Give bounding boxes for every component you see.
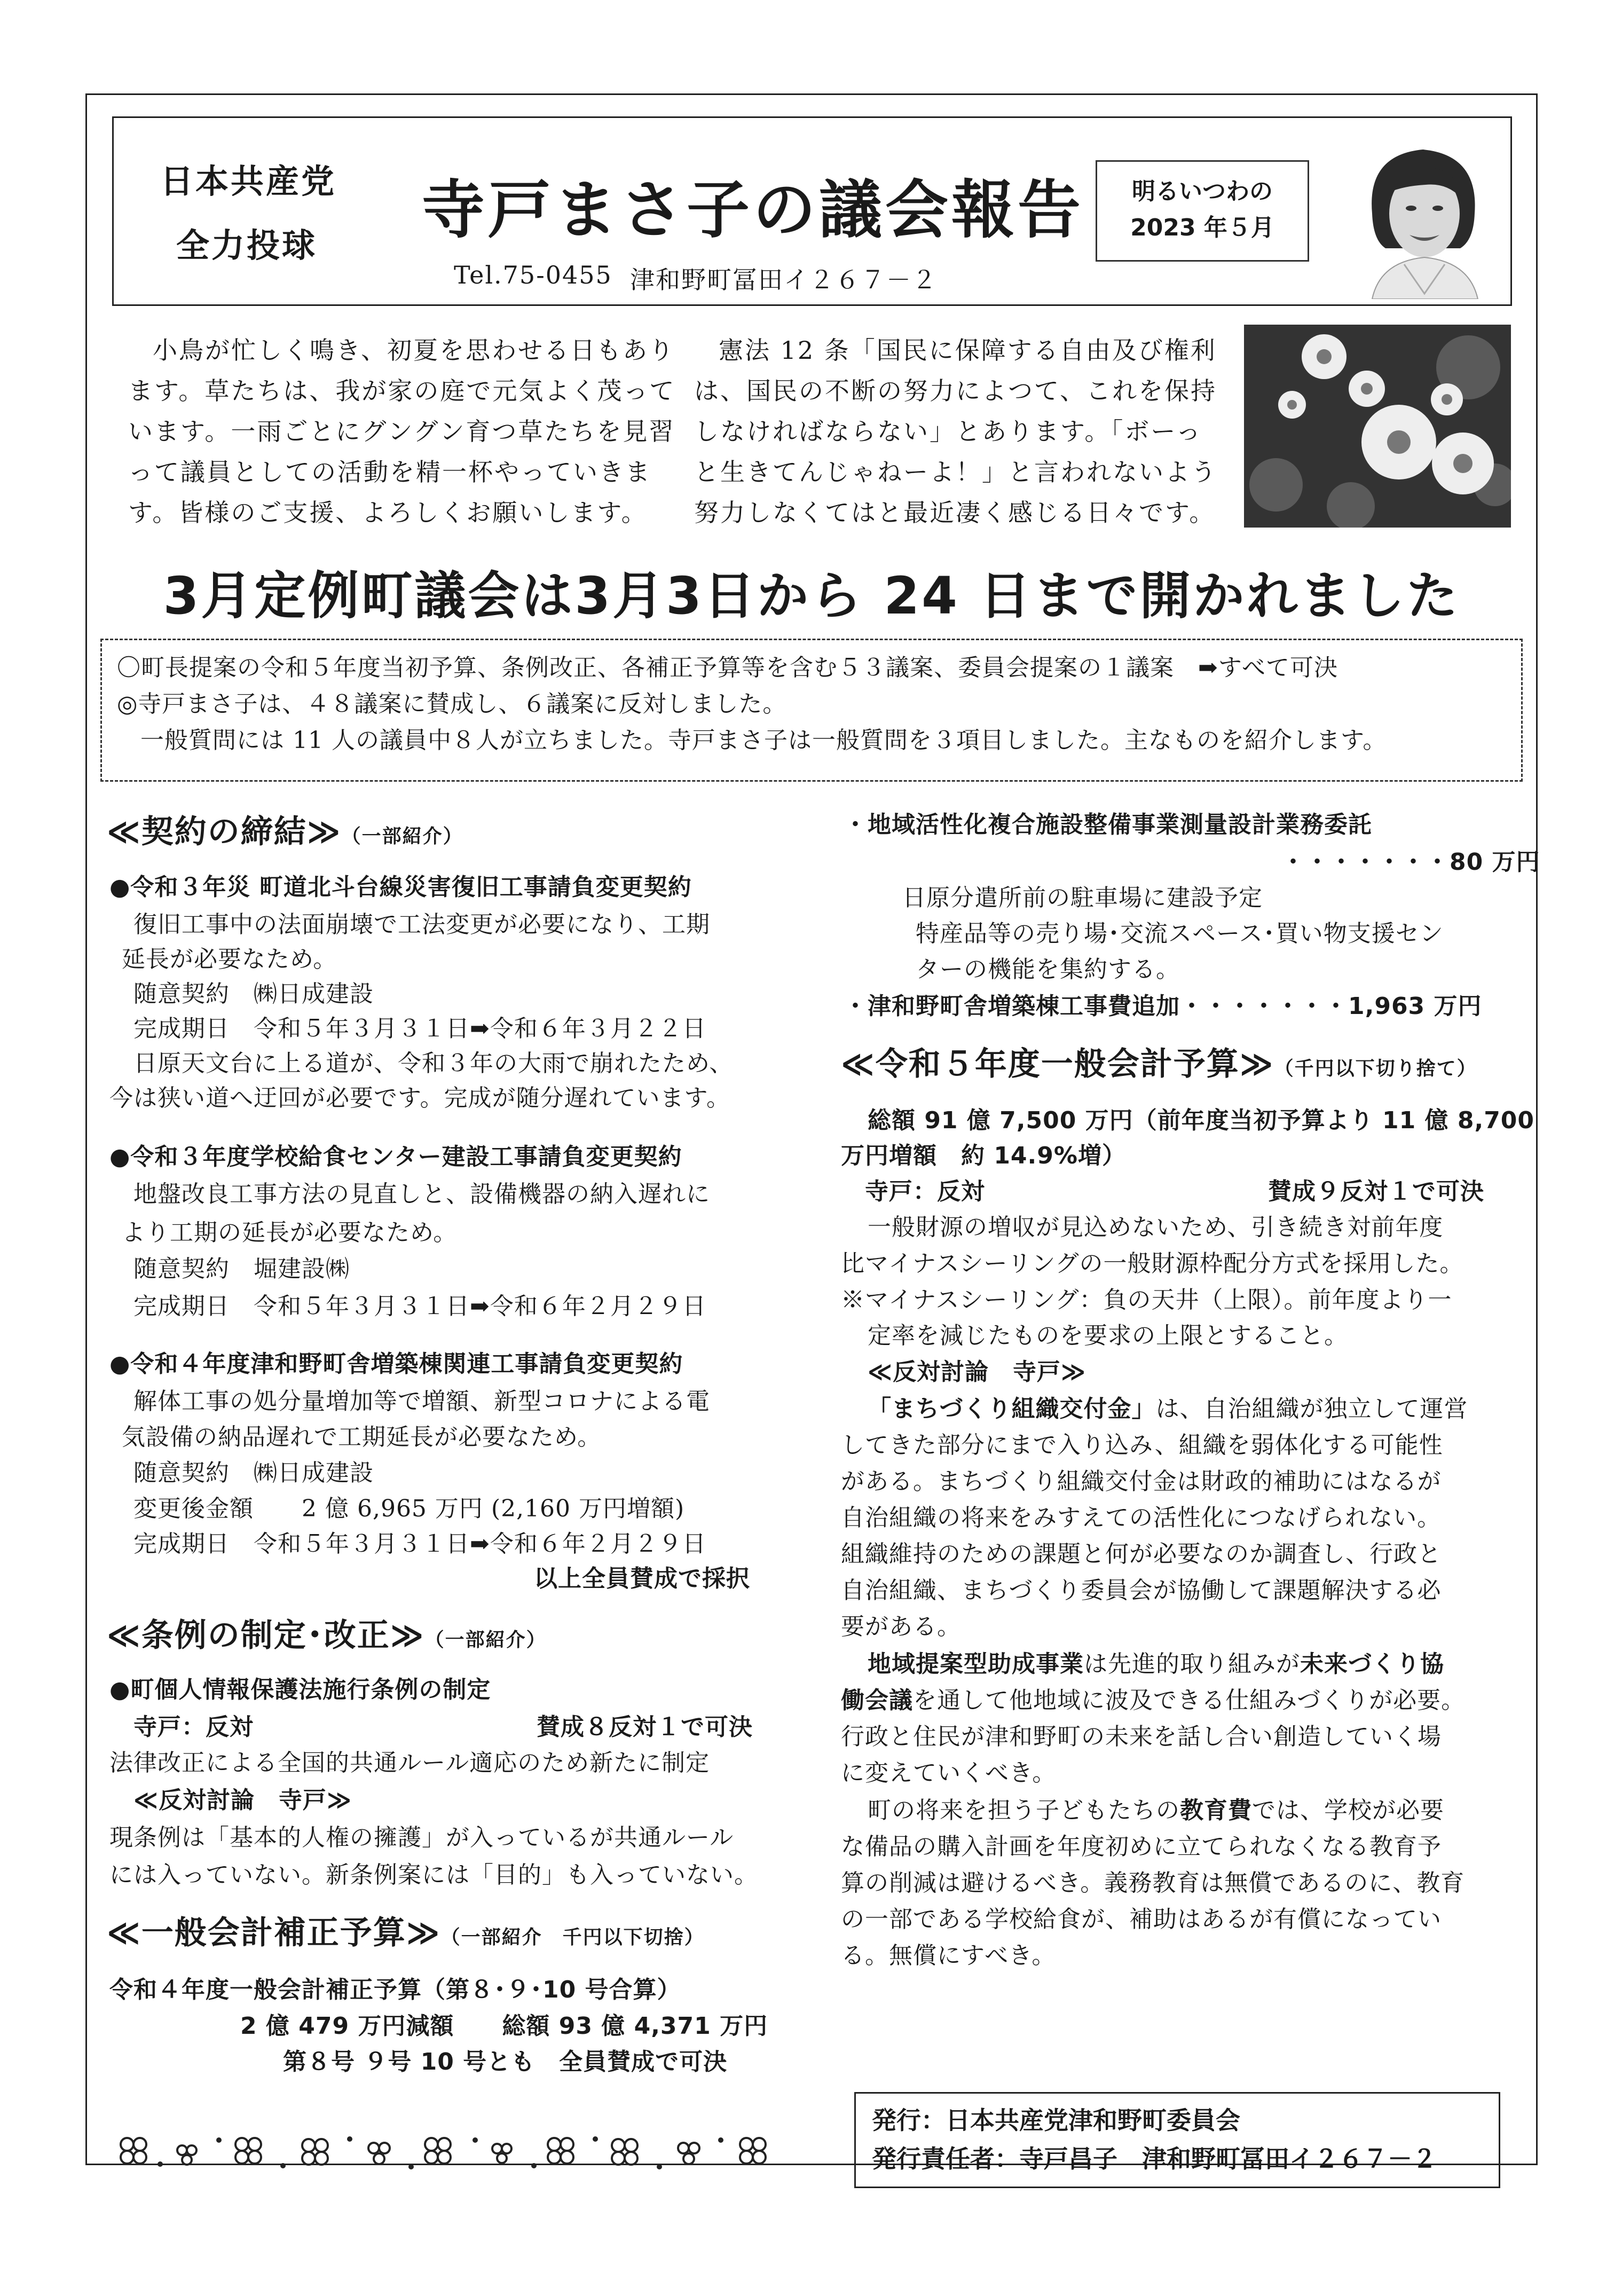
body-line: 今は狭い道へ迂回が必要です。完成が随分遅れています。 <box>109 1084 730 1112</box>
body-text: を通して他地域に波及できる仕組みづくりが必要。 <box>913 1687 1466 1714</box>
section-heading-supplementary <box>107 1907 705 1953</box>
page-title: 寺戸まさ子の議会報告 <box>422 173 1084 247</box>
section-heading-note: （千円以下切り捨て） <box>1274 1058 1477 1080</box>
body-line: してきた部分にまで入り込み、組織を弱体化する可能性 <box>841 1432 1443 1459</box>
body-text: は、自治組織が独立して運営 <box>1155 1395 1468 1422</box>
intro-left-line: ます。草たちは、我が家の庭で元気よく茂って <box>128 376 676 405</box>
body-line <box>868 1645 1444 1679</box>
vote-result: 賛成９反対１で可決 <box>1268 1178 1484 1205</box>
body-line: には入っていない。新条例案には「目的」も入っていない。 <box>109 1861 758 1889</box>
body-line: 随意契約 ㈱日成建設 <box>133 1459 374 1487</box>
issue-date-box <box>1096 160 1309 262</box>
item-amount: ・・・・・・・80 万円 <box>1281 848 1540 876</box>
contract-item-title: ●令和３年度学校給食センター建設工事請負変更契約 <box>109 1143 682 1170</box>
body-line: 随意契約 堀建設㈱ <box>133 1255 350 1283</box>
body-line: 随意契約 ㈱日成建設 <box>133 980 374 1008</box>
body-line: 日原天文台に上る道が、令和３年の大雨で崩れたため、 <box>133 1050 734 1077</box>
intro-left <box>128 330 675 533</box>
section-heading-note: （一部紹介） <box>341 825 463 847</box>
summary-box <box>100 639 1523 782</box>
section-heading-text: ≪令和５年度一般会計予算≫ <box>841 1045 1274 1083</box>
debate-label: ≪反対討論 寺戸≫ <box>133 1787 352 1814</box>
tel-number: Tel.75-0455 <box>454 261 612 289</box>
summary-line: 一般質問には 11 人の議員中８人が立ちました。寺戸まさ子は一般質問を３項目しました。主なものを紹介します。 <box>140 727 1387 754</box>
item-title: ・津和野町舎増築棟工事費追加・・・・・・・1,963 万円 <box>844 993 1482 1020</box>
header-address: 津和野町冨田イ２６７－２ <box>630 265 938 294</box>
bold-term: 教育費 <box>1180 1797 1252 1824</box>
summary-line: ◎寺戸まさ子は、４８議案に賛成し、６議案に反対しました。 <box>117 690 787 718</box>
section-heading-text: ≪契約の締結≫ <box>107 813 342 851</box>
body-line: 完成期日 令和５年３月３１日➡令和６年２月２９日 <box>133 1293 706 1320</box>
supplementary-line: 2 億 479 万円減額 総額 93 億 4,371 万円 <box>240 2012 768 2040</box>
intro-right-line: と生きてんじゃねーよ！」と言われないよう <box>694 458 1217 486</box>
bold-term: 働会議 <box>841 1687 913 1714</box>
intro-right-line: は、国民の不断の努力によつて、これを保持 <box>694 376 1217 405</box>
supplementary-line: 第８号 ９号 10 号とも 全員賛成で可決 <box>283 2048 728 2075</box>
body-line: より工期の延長が必要なため。 <box>122 1219 458 1246</box>
body-line: な備品の購入計画を年度初めに立てられなくなる教育予 <box>841 1833 1442 1860</box>
intro-right-line: 努力しなくてはと最近凄く感じる日々です。 <box>694 498 1216 527</box>
body-line: 復旧工事中の法面崩壊で工法変更が必要になり、工期 <box>133 911 710 938</box>
body-line: 地盤改良工事方法の見直しと、設備機器の納入遅れに <box>133 1181 710 1208</box>
body-line: 現条例は「基本的人権の擁護」が入っているが共通ルール <box>109 1824 734 1851</box>
intro-left-line: います。一雨ごとにグングン育つ草たちを見習 <box>128 417 675 446</box>
clover-decoration <box>112 2124 806 2177</box>
body-line: 比マイナスシーリングの一般財源枠配分方式を採用した。 <box>841 1250 1464 1277</box>
summary-line: 〇町長提案の令和５年度当初予算、条例改正、各補正予算等を含む５３議案、委員会提案の１議案 ➡すべて可決 <box>117 654 1338 681</box>
contract-item-title: ●令和４年度津和野町舎増築棟関連工事請負変更契約 <box>109 1350 683 1378</box>
section-heading-note: （一部紹介） <box>424 1629 547 1651</box>
body-line: る。無償にすべき。 <box>841 1942 1056 1969</box>
publisher-line: 発行責任者：寺戸昌子 津和野町冨田イ２６７－２ <box>872 2144 1437 2173</box>
item-title: ・地域活性化複合施設整備事業測量設計業務委託 <box>844 811 1372 838</box>
adoption-result: 以上全員賛成で採択 <box>534 1565 750 1592</box>
ordinance-title: ●町個人情報保護法施行条例の制定 <box>109 1676 491 1703</box>
bold-term: 地域提案型助成事業 <box>868 1650 1084 1678</box>
issue-date: 2023 年５月 <box>1130 214 1274 241</box>
body-line <box>868 1389 1468 1424</box>
body-line: 自治組織、まちづくり委員会が協働して課題解決する必 <box>841 1577 1442 1604</box>
body-text: では、学校が必要 <box>1252 1797 1444 1824</box>
vote-who: 寺戸：反対 <box>133 1713 254 1741</box>
body-line: 日原分遣所前の駐車場に建設予定 <box>902 884 1263 911</box>
body-line: がある。まちづくり組織交付金は財政的補助にはなるが <box>841 1468 1442 1495</box>
section-heading-text: ≪条例の制定･改正≫ <box>107 1617 425 1654</box>
body-line: 一般財源の増収が見込めないため、引き続き対前年度 <box>868 1214 1444 1241</box>
body-line: 完成期日 令和５年３月３１日➡令和６年２月２９日 <box>133 1530 706 1558</box>
body-text: は先進的取り組みが <box>1084 1650 1300 1678</box>
intro-right-line: 憲法 12 条「国民に保障する自由及び権利 <box>719 336 1217 365</box>
budget-total: 総額 91 億 7,500 万円（前年度当初予算より 11 億 8,700 <box>868 1107 1535 1134</box>
section-heading-text: ≪一般会計補正予算≫ <box>107 1914 441 1952</box>
publisher-line: 発行：日本共産党津和野町委員会 <box>872 2106 1240 2135</box>
body-line: の一部である学校給食が、補助はあるが有償になってい <box>841 1906 1442 1933</box>
bold-term: 「まちづくり組織交付金」 <box>868 1395 1156 1422</box>
body-line: 要がある。 <box>841 1613 961 1640</box>
body-line <box>841 1681 1465 1715</box>
body-line: 完成期日 令和５年３月３１日➡令和６年３月２２日 <box>133 1015 706 1042</box>
contract-item-title: ●令和３年災 町道北斗台線災害復旧工事請負変更契約 <box>109 874 692 901</box>
body-line: 延長が必要なため。 <box>122 946 337 973</box>
body-line: 特産品等の売り場･交流スペース･買い物支援セン <box>916 920 1444 947</box>
intro-left-line: って議員としての活動を精一杯やっていきま <box>128 458 651 486</box>
party-name: 日本共産党 <box>160 162 337 201</box>
body-line: 行政と住民が津和野町の未来を話し合い創造していく場 <box>841 1723 1442 1750</box>
intro-right <box>694 330 1217 533</box>
vote-result: 賛成８反対１で可決 <box>537 1713 753 1741</box>
body-line: 算の削減は避けるべき。義務教育は無償であるのに、教育 <box>841 1869 1465 1897</box>
body-line: 変更後金額 2 億 6,965 万円 (2,160 万円増額) <box>133 1495 685 1522</box>
intro-right-line: しなければならない」とあります。「ボーっ <box>694 417 1202 446</box>
body-text: 町の将来を担う子どもたちの <box>868 1797 1180 1824</box>
publisher-box <box>854 2092 1500 2188</box>
issue-name: 明るいつわの <box>1132 178 1273 205</box>
section-heading-note: （一部紹介 千円以下切捨） <box>440 1927 705 1948</box>
headline: 3月定例町議会は3月3日から 24 日まで開かれました <box>163 566 1460 626</box>
budget-total: 万円増額 約 14.9%増） <box>841 1142 1126 1169</box>
body-line: 組織維持のための課題と何が必要なのか調査し、行政と <box>841 1540 1442 1568</box>
body-line: 気設備の納品遅れで工期延長が必要なため。 <box>122 1424 602 1451</box>
body-line: 定率を減じたものを要求の上限とすること。 <box>868 1322 1348 1349</box>
portrait-photo <box>1351 133 1495 299</box>
debate-label: ≪反対討論 寺戸≫ <box>868 1358 1086 1386</box>
body-line: に変えていくべき。 <box>841 1759 1057 1787</box>
body-line: 自治組織の将来をみすえての活性化につなげられない。 <box>841 1504 1442 1531</box>
intro-left-line: す。皆様のご支援、よろしくお願いします。 <box>128 498 648 527</box>
body-line: 解体工事の処分量増加等で増額、新型コロナによる電 <box>133 1388 710 1415</box>
intro-left-line: 小鳥が忙しく鳴き、初夏を思わせる日もあり <box>153 336 675 365</box>
party-slogan: 全力投球 <box>176 226 318 265</box>
section-heading-budget <box>841 1039 1477 1084</box>
body-line: 法律改正による全国的共通ルール適応のため新たに制定 <box>109 1749 710 1776</box>
bold-term: 未来づくり協 <box>1300 1650 1444 1678</box>
vote-who: 寺戸：反対 <box>865 1178 985 1205</box>
body-line: ※マイナスシーリング：負の天井（上限）。前年度より一 <box>841 1286 1452 1314</box>
flower-photo <box>1244 325 1511 528</box>
body-line: ターの機能を集約する。 <box>916 956 1180 983</box>
section-heading-ordinance <box>107 1610 547 1656</box>
supplementary-line: 令和４年度一般会計補正予算（第８･９･10 号合算） <box>109 1976 681 2003</box>
body-line <box>868 1791 1444 1825</box>
section-heading-contracts <box>107 806 463 852</box>
